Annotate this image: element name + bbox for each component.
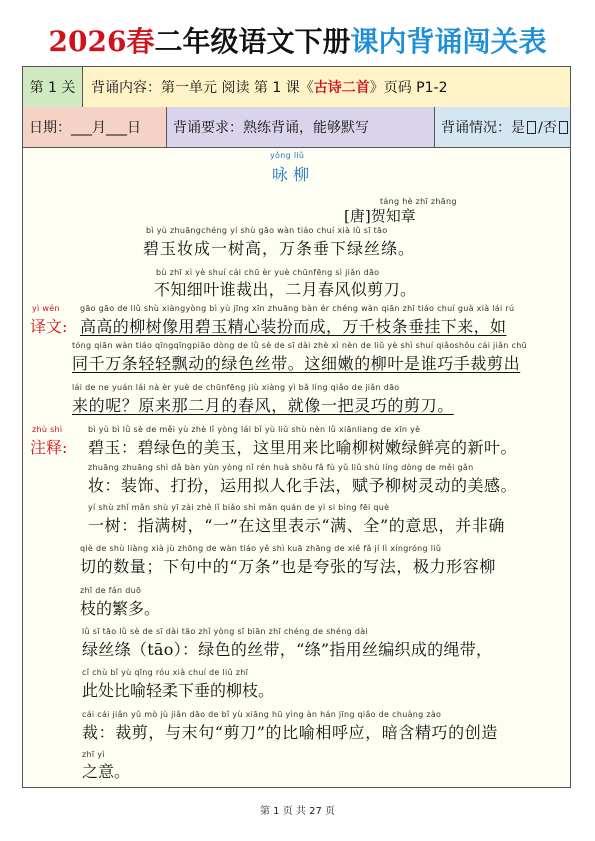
- yes-checkbox[interactable]: [527, 121, 536, 134]
- lesson-title: 古诗二首: [313, 80, 370, 96]
- level-cell: 第 1 关: [23, 67, 83, 107]
- poem-line-1: 碧玉妆成一树高，万条垂下绿丝绦。: [143, 239, 416, 258]
- author-pinyin: táng hè zhī zhāng: [380, 197, 457, 206]
- header-row-2: [23, 107, 570, 148]
- note-4: 绿丝绦（tāo）：绿色的丝带，“绦”指用丝编织成的绳带，: [82, 640, 493, 659]
- note-3c: 枝的繁多。: [80, 599, 161, 618]
- note-3c-pinyin: zhī de fán duō: [80, 586, 142, 595]
- title-year: 2026: [48, 25, 127, 58]
- title-table-name: 课内背诵闯关表: [350, 25, 547, 58]
- translation-label: 译文:: [30, 317, 68, 336]
- no-checkbox[interactable]: [559, 121, 568, 134]
- note-5b: 之意。: [82, 762, 131, 781]
- translation-line-2: 同千万条轻轻飘动的绿色丝带。这细嫩的柳叶是谁巧手裁剪出: [72, 354, 521, 373]
- translation-line-3-pinyin: lái de ne yuán lái nà èr yuè de chūnfēng jiù xiàng yì bǎ líng qiǎo de jiǎn dāo: [72, 383, 400, 392]
- translation-line-1: 高高的柳树像用碧玉精心装扮而成，万千枝条垂挂下来，如: [80, 317, 507, 336]
- notes-label-pinyin: zhù shì: [32, 425, 63, 434]
- poem-title-pinyin: yǒng liǔ: [270, 151, 305, 160]
- title-spring: 春: [126, 25, 155, 58]
- note-3: 一树：指满树，“一”在这里表示“满、全”的意思，并非确: [88, 516, 505, 535]
- note-4-pinyin: lǜ sī tāo lǜ sè de sī dài tāo zhǐ yòng sī biān zhī chéng de shéng dài: [82, 627, 368, 636]
- poem-line-2-pinyin: bù zhī xì yè shuí cái chū èr yuè chūnfēng sì jiǎn dāo: [156, 268, 380, 277]
- note-5: 裁：裁剪，与末句“剪刀”的比喻相呼应，暗含精巧的创造: [82, 723, 498, 742]
- note-5-pinyin: cái cái jiǎn yǔ mò jù jiǎn dāo de bǐ yù xiāng hū yìng àn hán jīng qiǎo de chuàng zào: [82, 710, 442, 719]
- note-3b: 切的数量；下句中的“万条”也是夸张的写法，极力形容柳: [80, 557, 496, 576]
- note-2-pinyin: zhuāng zhuāng shì dǎ bàn yùn yòng nǐ rén huà shǒu fǎ fù yǔ liǔ shù líng dòng de měi gǎn: [88, 463, 474, 472]
- note-1: 碧玉：碧绿色的美玉，这里用来比喻柳树嫩绿鲜亮的新叶。: [88, 438, 518, 457]
- status-prefix: 背诵情况：是: [441, 120, 525, 136]
- requirement-cell: 背诵要求：熟练背诵，能够默写: [167, 107, 435, 147]
- header-row-1: [23, 67, 570, 108]
- status-mid: /否: [538, 120, 557, 136]
- notes-label: 注释:: [30, 438, 68, 457]
- note-2: 妆：装饰、打扮，运用拟人化手法，赋予柳树灵动的美感。: [88, 476, 518, 495]
- translation-line-2-pinyin: tóng qiān wàn tiáo qīngqīngpiāo dòng de lǜ sè de sī dài zhè xì nèn de liǔ yè shì shuí qiǎoshǒu cái jiǎn chū: [72, 341, 527, 350]
- note-5b-pinyin: zhī yì: [82, 750, 105, 759]
- note-4b-pinyin: cǐ chù bǐ yù qīng róu xià chuí de liǔ zhī: [82, 668, 249, 677]
- translation-line-1-pinyin: gāo gāo de liǔ shù xiàngyòng bì yù jīng xīn zhuāng bàn ér chéng wàn qiān zhī tiáo chuí guà xià lái rú: [80, 304, 515, 313]
- note-3b-pinyin: qiè de shù liàng xià jù zhōng de wàn tiáo yě shì kuā zhāng de xiě fǎ jí lì xíngróng liǔ: [80, 544, 442, 553]
- translation-label-pinyin: yì wén: [32, 304, 60, 313]
- content-suffix: 》页码 P1-2: [369, 80, 448, 96]
- page-title: [0, 20, 595, 60]
- content-prefix: 背诵内容：第一单元 阅读 第 1 课《: [91, 80, 314, 96]
- note-1-pinyin: bì yù bì lǜ sè de měi yù zhè lǐ yòng lái bǐ yù liǔ shù nèn lǜ xiānliang de xīn yè: [88, 425, 421, 434]
- date-field[interactable]: 日期：___月___日: [23, 107, 167, 147]
- poem-title: 咏 柳: [272, 165, 310, 184]
- poem-line-1-pinyin: bì yù zhuāngchéng yí shù gāo wàn tiáo chuí xià lǜ sī tāo: [146, 226, 388, 235]
- poem-author: [唐]贺知章: [344, 207, 416, 225]
- content-cell: [83, 67, 570, 107]
- status-cell: [435, 107, 570, 147]
- poem-line-2: 不知细叶谁裁出，二月春风似剪刀。: [154, 280, 417, 299]
- note-4b: 此处比喻轻柔下垂的柳枝。: [82, 681, 275, 700]
- translation-line-3: 来的呢？原来那二月的春风，就像一把灵巧的剪刀。: [72, 396, 454, 415]
- title-grade: 二年级语文下册: [154, 25, 351, 58]
- note-3-pinyin: yí shù zhǐ mǎn shù yī zài zhè lǐ biǎo shì mǎn quán de yì si bìng fēi què: [88, 503, 390, 512]
- page-footer: 第 1 页 共 27 页: [260, 806, 335, 817]
